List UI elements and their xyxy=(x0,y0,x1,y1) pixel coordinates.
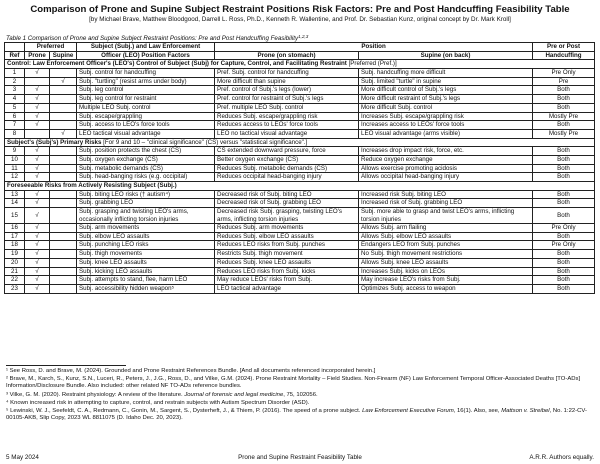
row-factor: Subj. knee LEO assaults xyxy=(77,258,215,267)
header-prone-detail: Prone (on stomach) xyxy=(215,51,359,60)
row-factor: Subj. leg control for restraint xyxy=(77,95,215,104)
table-row xyxy=(5,129,595,138)
header-row-1 xyxy=(5,43,595,52)
table-row xyxy=(5,267,595,276)
header-pre-post: Pre or Post xyxy=(533,43,595,52)
row-factor: Subj. accessibility hidden weapon⁵ xyxy=(77,284,215,293)
row-supine-detail: More difficult control of Subj.'s legs xyxy=(359,86,533,95)
table-row xyxy=(5,69,595,78)
row-supine-check xyxy=(50,86,77,95)
row-supine-check xyxy=(50,250,77,259)
row-supine-detail: Subj. limited "turtle" in supine xyxy=(359,77,533,86)
row-factor: LEO tactical visual advantage xyxy=(77,129,215,138)
control-rows xyxy=(5,69,595,139)
row-prone-detail: Reduces Subj. escape/grappling risk xyxy=(215,112,359,121)
row-timing: Both xyxy=(533,276,595,285)
row-factor: Subj. arm movements xyxy=(77,224,215,233)
row-timing: Pre Only xyxy=(533,241,595,250)
table-row xyxy=(5,112,595,121)
row-prone-check: √ xyxy=(25,267,50,276)
row-factor: Subj. access to LEO's force tools xyxy=(77,121,215,130)
section-primary-note: [For 9 and 10 – "clinical significance" (CS) versus "statistical significance".] xyxy=(103,138,308,146)
table-row xyxy=(5,258,595,267)
row-prone-detail: Reduces access to LEOs' force tools xyxy=(215,121,359,130)
footnote-5-tail: , No. 1:22-CV-00105-AKB, Slip Copy, 2023 WL 8811075 (D. Idaho Dec. 20, 2023). xyxy=(6,408,587,421)
footnote-3-tail: , 75, 102056. xyxy=(283,392,318,398)
row-ref: 8 xyxy=(5,129,25,138)
footer-rights: A.R.R. Authors equally. xyxy=(529,454,594,461)
row-prone-check: √ xyxy=(25,173,50,182)
row-supine-check xyxy=(50,147,77,156)
caption-text: Table 1 Comparison of Prone and Supine Subject Restraint Positions: Pre and Post Handcuffing Feasibility xyxy=(6,35,299,42)
row-prone-detail: May reduce LEOs' risks from Subj. xyxy=(215,276,359,285)
row-timing: Both xyxy=(533,95,595,104)
row-prone-detail: Pref. control of Subj.'s legs (lower) xyxy=(215,86,359,95)
table-row xyxy=(5,173,595,182)
row-ref: 7 xyxy=(5,121,25,130)
row-prone-detail: Pref. multiple LEO Subj. control xyxy=(215,103,359,112)
row-factor: Subj. attempts to stand, flee, harm LEO xyxy=(77,276,215,285)
row-prone-check: √ xyxy=(25,199,50,208)
row-supine-check xyxy=(50,95,77,104)
row-supine-check: √ xyxy=(50,77,77,86)
header-row-2 xyxy=(5,51,595,60)
section-foreseeable-title: Foreseeable Risks from Actively Resisting Subject (Subj.) xyxy=(7,182,177,190)
table-row xyxy=(5,155,595,164)
table-row xyxy=(5,95,595,104)
row-supine-check: √ xyxy=(50,129,77,138)
row-supine-check xyxy=(50,103,77,112)
row-timing: Both xyxy=(533,232,595,241)
header-supine: Supine xyxy=(50,51,77,60)
row-factor: Subj. oxygen exchange (CS) xyxy=(77,155,215,164)
row-prone-detail: Decreased risk of Subj. grabbing LEO xyxy=(215,199,359,208)
row-prone-detail: Restricts Subj. thigh movement xyxy=(215,250,359,259)
header-position: Position xyxy=(215,43,533,52)
row-supine-check xyxy=(50,155,77,164)
row-factor: Subj. head-banging risks (e.g. occipital) xyxy=(77,173,215,182)
row-supine-check xyxy=(50,173,77,182)
row-supine-detail: Reduce oxygen exchange xyxy=(359,155,533,164)
table-row xyxy=(5,121,595,130)
section-control-note: [Preferred (Pref.)] xyxy=(348,60,397,68)
row-supine-detail: Increases access to LEOs' force tools xyxy=(359,121,533,130)
row-factor: Subj. leg control xyxy=(77,86,215,95)
row-timing: Both xyxy=(533,190,595,199)
header-subject-factors: Subject (Subj.) and Law Enforcement xyxy=(77,43,215,52)
row-supine-check xyxy=(50,164,77,173)
row-factor: Subj. thigh movements xyxy=(77,250,215,259)
row-ref: 21 xyxy=(5,267,25,276)
footnote-3-journal: Journal of forensic and legal medicine xyxy=(184,392,284,398)
table-row xyxy=(5,164,595,173)
footnote-5-journal: Law Enforcement Executive Forum xyxy=(362,408,454,414)
row-prone-detail: Better oxygen exchange (CS) xyxy=(215,155,359,164)
header-ref: Ref xyxy=(5,51,25,60)
row-prone-check: √ xyxy=(25,95,50,104)
row-prone-check: √ xyxy=(25,232,50,241)
row-timing: Pre Only xyxy=(533,224,595,233)
row-prone-check: √ xyxy=(25,86,50,95)
table-row xyxy=(5,224,595,233)
row-supine-check xyxy=(50,224,77,233)
row-ref: 5 xyxy=(5,103,25,112)
row-factor: Subj. metabolic demands (CS) xyxy=(77,164,215,173)
row-supine-check xyxy=(50,241,77,250)
row-supine-detail: Optimizes Subj. access to weapon xyxy=(359,284,533,293)
foreseeable-rows xyxy=(5,190,595,293)
row-prone-check: √ xyxy=(25,147,50,156)
row-supine-check xyxy=(50,121,77,130)
row-ref: 20 xyxy=(5,258,25,267)
row-timing: Both xyxy=(533,250,595,259)
row-ref: 1 xyxy=(5,69,25,78)
row-prone-check: √ xyxy=(25,224,50,233)
row-timing: Pre xyxy=(533,77,595,86)
row-prone-check: √ xyxy=(25,276,50,285)
row-ref: 4 xyxy=(5,95,25,104)
row-factor: Subj. escape/grappling xyxy=(77,112,215,121)
row-timing: Both xyxy=(533,258,595,267)
row-supine-detail: Allows exercise promoting acidosis xyxy=(359,164,533,173)
row-supine-check xyxy=(50,232,77,241)
caption-refs: 1,2,3 xyxy=(298,34,309,39)
row-prone-check: √ xyxy=(25,190,50,199)
primary-rows xyxy=(5,147,595,182)
row-supine-check xyxy=(50,190,77,199)
row-timing: Both xyxy=(533,155,595,164)
header-prone: Prone xyxy=(25,51,50,60)
feasibility-table xyxy=(4,42,595,294)
row-factor: Subj. position protects the chest (CS) xyxy=(77,147,215,156)
row-timing: Both xyxy=(533,208,595,224)
section-primary-title: Subject's (Subj's) Primary Risks xyxy=(7,138,102,146)
row-ref: 13 xyxy=(5,190,25,199)
row-factor: Subj. punching LEO risks xyxy=(77,241,215,250)
footnote-divider xyxy=(6,365,126,366)
row-timing: Mostly Pre xyxy=(533,129,595,138)
row-factor: Subj. "turtling" (resist arms under body) xyxy=(77,77,215,86)
row-supine-detail: Allows Subj. elbow LEO assaults xyxy=(359,232,533,241)
row-timing: Mostly Pre xyxy=(533,112,595,121)
header-supine-detail: Supine (on back) xyxy=(359,51,533,60)
row-prone-check xyxy=(25,129,50,138)
row-factor: Multiple LEO Subj. control xyxy=(77,103,215,112)
footnote-2: ² Brave, M., Karch, S., Kunz, S.N., Luceri, R., Peters, J., J.G., Ross, D., and Vilke, G.M. (2024). Prone Restraint Mortality – Field Studies. Non-Firearm (NF) Law Enforcement Temporal Officer-Associated Deaths [TO-ADs] Information/Disclosure Bundle. Also included: other related NF TO-ADs reference bundles. xyxy=(6,376,581,389)
row-supine-detail: Endangers LEO from Subj. punches xyxy=(359,241,533,250)
row-prone-detail: Reduces LEO risks from Subj. kicks xyxy=(215,267,359,276)
table-row xyxy=(5,199,595,208)
row-ref: 11 xyxy=(5,164,25,173)
row-prone-detail: More difficult than supine xyxy=(215,77,359,86)
row-supine-detail: Subj. handcuffing more difficult xyxy=(359,69,533,78)
header-subject-factors-2: Officer (LEO) Position Factors xyxy=(77,51,215,60)
row-prone-check: √ xyxy=(25,284,50,293)
row-timing: Both xyxy=(533,267,595,276)
row-supine-detail: May increase LEO's risks from Subj. xyxy=(359,276,533,285)
row-prone-check: √ xyxy=(25,208,50,224)
row-supine-detail: Allows Subj. arm flailing xyxy=(359,224,533,233)
section-foreseeable xyxy=(5,182,595,191)
row-supine-detail: Increases drop impact risk, force, etc. xyxy=(359,147,533,156)
header-preferred: Preferred xyxy=(25,43,77,52)
document-title: Comparison of Prone and Supine Subject Restraint Positions Risk Factors: Pre and Post Handcuffing Feasibility Table xyxy=(30,4,570,15)
footnote-5-case: Mattson v. Streibel xyxy=(501,408,550,414)
row-supine-check xyxy=(50,284,77,293)
row-ref: 15 xyxy=(5,208,25,224)
row-supine-check xyxy=(50,276,77,285)
row-prone-check: √ xyxy=(25,250,50,259)
row-supine-check xyxy=(50,112,77,121)
table-row xyxy=(5,208,595,224)
row-prone-check: √ xyxy=(25,241,50,250)
row-supine-detail: Allows Subj. knee LEO assaults xyxy=(359,258,533,267)
row-prone-check xyxy=(25,77,50,86)
row-supine-check xyxy=(50,267,77,276)
footnote-1: ¹ See Ross, D. and Brave, M. (2024). Grounded and Prone Restraint References Bundle. [And all documents referenced incorporated herein.] xyxy=(6,368,376,374)
row-factor: Subj. biting LEO risks († autism⁴) xyxy=(77,190,215,199)
row-supine-detail: Increases Subj. escape/grappling risk xyxy=(359,112,533,121)
row-supine-detail: LEO visual advantage (arms visible) xyxy=(359,129,533,138)
table-row xyxy=(5,77,595,86)
row-timing: Pre Only xyxy=(533,69,595,78)
row-prone-detail: Reduces occipital head-banging injury xyxy=(215,173,359,182)
row-ref: 22 xyxy=(5,276,25,285)
row-prone-check: √ xyxy=(25,258,50,267)
row-ref: 17 xyxy=(5,232,25,241)
footnote-3 xyxy=(6,392,594,399)
row-factor: Subj. grasping and twisting LEO's arms, occasionally inflicting torsion injuries xyxy=(77,208,215,224)
row-prone-detail: LEO no tactical visual advantage xyxy=(215,129,359,138)
row-prone-detail: Decreased risk of Subj. biting LEO xyxy=(215,190,359,199)
row-supine-check xyxy=(50,199,77,208)
row-prone-check: √ xyxy=(25,121,50,130)
row-prone-detail: Decreased risk Subj. grasping, twisting LEO's arms, inflicting torsion injuries xyxy=(215,208,359,224)
header-blank xyxy=(5,43,25,52)
section-primary xyxy=(5,138,595,147)
section-control-title: Control: Law Enforcement Officer's (LEO's) Control of Subject (Subj) for Capture, Control, and Facilitating Restraint xyxy=(7,60,347,68)
row-timing: Both xyxy=(533,199,595,208)
table-row xyxy=(5,276,595,285)
row-factor: Subj. elbow LEO assaults xyxy=(77,232,215,241)
row-prone-detail: Pref. control for restraint of Subj.'s legs xyxy=(215,95,359,104)
row-ref: 10 xyxy=(5,155,25,164)
section-control-row xyxy=(5,60,595,69)
row-supine-detail: Increased risk of Subj. grabbing LEO xyxy=(359,199,533,208)
header-handcuffing: Handcuffing xyxy=(533,51,595,60)
row-prone-check: √ xyxy=(25,103,50,112)
row-timing: Both xyxy=(533,173,595,182)
row-supine-detail: Subj. more able to grasp and twist LEO's arms, inflicting torsion injuries xyxy=(359,208,533,224)
row-prone-detail: LEO tactical advantage xyxy=(215,284,359,293)
table-row xyxy=(5,147,595,156)
row-prone-detail: CS extended downward pressure, force xyxy=(215,147,359,156)
footnote-4: ⁴ Known increased risk in attempting to capture, control, and restrain subjects with Autism Spectrum Disorder (ASD). xyxy=(6,400,310,406)
row-supine-detail: Increases Subj. kicks on LEOs xyxy=(359,267,533,276)
row-timing: Both xyxy=(533,86,595,95)
footnote-5-text: ⁵ Lewinski, W. J., Seefeldt, C. A., Redmann, C., Gonin, M., Sargent, S., Dysterheft, J., & Thiem, P. (2016). The speed of a prone subject. xyxy=(6,408,363,414)
row-prone-check: √ xyxy=(25,155,50,164)
row-timing: Both xyxy=(533,103,595,112)
row-prone-detail: Reduces Subj. arm movements xyxy=(215,224,359,233)
row-ref: 12 xyxy=(5,173,25,182)
table-row xyxy=(5,103,595,112)
table-row xyxy=(5,284,595,293)
table-row xyxy=(5,241,595,250)
row-ref: 16 xyxy=(5,224,25,233)
section-control xyxy=(5,60,595,69)
row-supine-check xyxy=(50,208,77,224)
row-prone-check: √ xyxy=(25,69,50,78)
row-prone-detail: Reduces Subj. metabolic demands (CS) xyxy=(215,164,359,173)
document-authors: [by Michael Brave, Matthew Bloodgood, Darrell L. Ross, Ph.D., Kenneth R. Wallentine, and Prof. Dr. Sebastian Kunz, original concept by Dr. Mark Kroll] xyxy=(89,16,511,23)
table-row xyxy=(5,190,595,199)
row-ref: 19 xyxy=(5,250,25,259)
table-row xyxy=(5,86,595,95)
row-timing: Both xyxy=(533,284,595,293)
row-factor: Subj. control for handcuffing xyxy=(77,69,215,78)
row-timing: Both xyxy=(533,147,595,156)
row-factor: Subj. kicking LEO assaults xyxy=(77,267,215,276)
table-row xyxy=(5,250,595,259)
row-supine-detail: Increased risk Subj. biting LEO xyxy=(359,190,533,199)
row-ref: 18 xyxy=(5,241,25,250)
section-primary-row xyxy=(5,138,595,147)
row-ref: 14 xyxy=(5,199,25,208)
row-factor: Subj. grabbing LEO xyxy=(77,199,215,208)
footnote-3-text: ³ Vilke, G. M. (2020). Restraint physiology: A review of the literature. xyxy=(6,392,185,398)
row-supine-detail: More difficult Subj. control xyxy=(359,103,533,112)
footer-date: 5 May 2024 xyxy=(6,454,39,461)
row-prone-detail: Reduces LEO risks from Subj. punches xyxy=(215,241,359,250)
row-ref: 6 xyxy=(5,112,25,121)
row-prone-detail: Pref. Subj. control for handcuffing xyxy=(215,69,359,78)
row-supine-detail: More difficult restraint of Subj.'s legs xyxy=(359,95,533,104)
row-prone-check: √ xyxy=(25,164,50,173)
footnote-5 xyxy=(6,408,594,422)
row-ref: 23 xyxy=(5,284,25,293)
footer-title: Prone and Supine Restraint Feasibility Table xyxy=(238,454,362,461)
row-ref: 9 xyxy=(5,147,25,156)
row-timing: Both xyxy=(533,164,595,173)
table-row xyxy=(5,232,595,241)
row-ref: 3 xyxy=(5,86,25,95)
row-supine-check xyxy=(50,258,77,267)
row-supine-check xyxy=(50,69,77,78)
row-ref: 2 xyxy=(5,77,25,86)
row-supine-detail: No Subj. thigh movement restrictions xyxy=(359,250,533,259)
row-prone-detail: Reduces Subj. elbow LEO assaults xyxy=(215,232,359,241)
row-timing: Both xyxy=(533,121,595,130)
row-prone-detail: Reduces Subj. knee LEO assaults xyxy=(215,258,359,267)
section-foreseeable-row xyxy=(5,182,595,191)
row-supine-detail: Allows occipital head-banging injury xyxy=(359,173,533,182)
footnote-5-mid: , 16(1). Also, see, xyxy=(453,408,502,414)
row-prone-check: √ xyxy=(25,112,50,121)
